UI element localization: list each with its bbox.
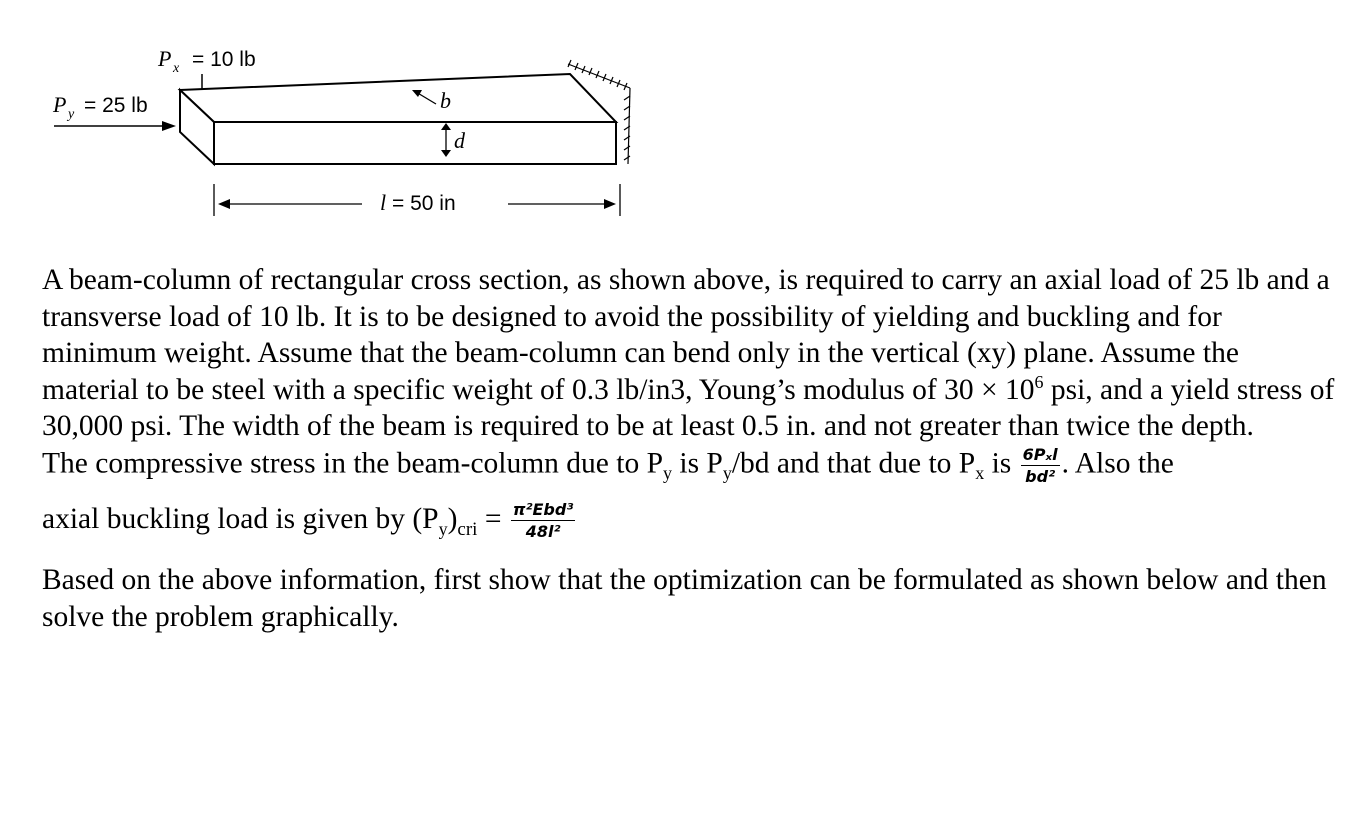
buckling-equals: = [477, 502, 509, 535]
px-value: = 10 lb [192, 48, 256, 71]
py-symbol: P [53, 92, 67, 117]
fraction-denominator: bd² [1025, 466, 1056, 486]
py-value: = 25 lb [84, 94, 148, 117]
problem-statement-paragraph [42, 262, 1342, 445]
stress-text-1: The compressive stress in the beam-column due to P [42, 446, 663, 479]
l-left-arrowhead [218, 199, 230, 209]
stress-text-4: is [984, 446, 1019, 479]
l-symbol: l [380, 190, 387, 215]
stress-text-2: is P [672, 446, 723, 479]
problem-text [42, 262, 1342, 635]
py-subscript: y [68, 107, 75, 122]
b-label: b [440, 88, 451, 113]
buckling-text-1: axial buckling load is given by (P [42, 502, 439, 535]
subscript-y: y [663, 462, 672, 483]
subscript-y: y [438, 518, 448, 539]
fraction-numerator: 6Pₓl [1022, 444, 1058, 464]
modulus-exponent: 6 [1034, 371, 1044, 392]
buckling-text-2: ) [447, 502, 458, 535]
l-right-arrowhead [604, 199, 616, 209]
stress-text-5: . Also the [1061, 446, 1174, 479]
l-value: = 50 in [392, 192, 456, 215]
fraction-numerator: π²Ebd³ [512, 500, 574, 520]
px-subscript: x [173, 61, 180, 76]
subscript-y: y [722, 462, 732, 483]
subscript-cri: cri [457, 518, 478, 540]
stress-paragraph [42, 445, 1342, 486]
buckling-load-fraction [511, 500, 576, 541]
px-symbol: P [158, 46, 172, 71]
subscript-x: x [975, 462, 985, 483]
problem-statement-text: A beam-column of rectangular cross section, as shown above, is required to carry an axial load of 25 lb and a transverse load of 10 lb. It is to be designed to avoid the possibility of yielding and buckling and for minimum weight. Assume that the beam-column can bend only in the vertical (xy) plane. Assume the material to be steel with a specific weight of 0.3 lb/in3, Young’s modulus of 30 × 10 [42, 264, 1330, 406]
fraction-denominator: 48l² [525, 522, 561, 542]
d-label: d [454, 128, 465, 153]
beam-body [180, 74, 616, 164]
formulation-paragraph: Based on the above information, first show that the optimization can be formulated as shown below and then solve the problem graphically. [42, 564, 1327, 633]
bending-stress-fraction [1021, 445, 1060, 486]
beam-column-figure [0, 0, 700, 240]
stress-text-3: /bd and that due to P [731, 446, 976, 479]
buckling-paragraph [42, 486, 1342, 563]
py-arrowhead [162, 121, 176, 131]
problem-statement-text-end: psi, and a yield stress of 30,000 psi. The width of the beam is required to be at least 0.5 in. and not greater than twice the depth. [42, 373, 1335, 442]
